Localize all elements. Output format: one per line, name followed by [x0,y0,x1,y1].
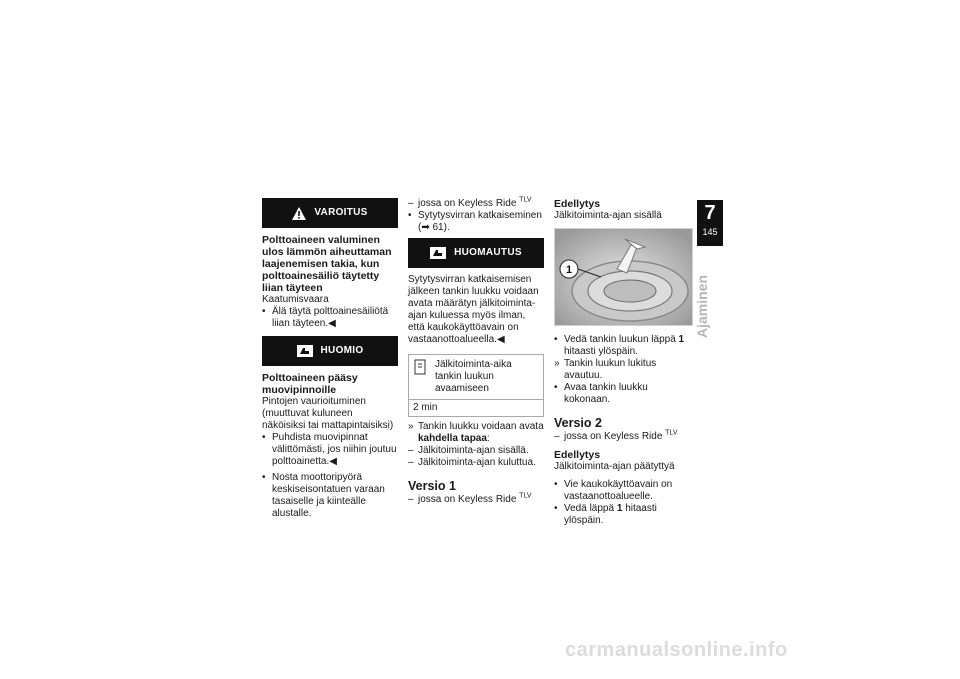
chapter-number: 7 [704,202,716,224]
precondition-text: Jälkitoiminta-ajan sisällä [554,210,662,221]
notice-label: HUOMIO [320,345,364,356]
chapter-title: Ajaminen [694,274,710,338]
warning-triangle-icon [292,207,306,220]
warning-title: Polttoaineen valuminen ulos lämmön aiheuttaman laajenemisen takia, kun polttoainesäiliö täytetty liian täyteen [262,234,392,294]
list-item: – Jälkitoiminta-ajan sisällä. [408,445,544,457]
list-item: – jossa on Keyless Ride $^{TLV}$ [408,198,544,210]
steps2-list [554,479,692,527]
info-value: 2 min [409,399,543,416]
warning-bar [262,198,398,228]
fuel-cap-photo [554,228,693,326]
list-item: • Puhdista muovipinnat välittömästi, jos niihin joutuu polttoainetta.◀ [262,432,398,468]
list-item: – jossa on Keyless Ride $^{TLV}$ [554,431,692,443]
precondition2-text: Jälkitoiminta-ajan päätyttyä [554,461,675,472]
version1-title: Versio 1 [408,479,456,493]
chapter-tab [697,200,723,246]
notice-title: Polttoaineen pääsy muovipinnoille [262,372,358,396]
column-2 [408,198,544,506]
column-3 [554,198,692,527]
hand-icon [430,247,446,259]
watermark: carmanualsonline.info [565,639,788,661]
warning-list [262,306,398,330]
list-item: • Sytytysvirran katkaiseminen (➡ 61). [408,210,544,234]
list-item: • Vedä läppä 1 hitaasti ylöspäin. [554,503,692,527]
list-item: » Tankin luukku voidaan avata kahdella tapaa: [408,421,544,445]
list-item: • Nosta moottoripyörä keskiseisontatuen varaan tasaiselle ja kiinteälle alustalle. [262,472,398,520]
info-text: Jälkitoiminta-aika tankin luukun avaamiseen [435,359,512,394]
list-item: • Avaa tankin luukku kokonaan. [554,382,692,406]
list-item: • Vedä tankin luukun läppä 1 hitaasti ylöspäin. [554,334,692,358]
hand-icon [297,345,313,357]
list-item: – jossa on Keyless Ride $^{TLV}$ [408,494,544,506]
version1-list [408,494,544,506]
precondition2-title: Edellytys [554,449,601,461]
note-label: HUOMAUTUS [454,247,522,258]
notice-subtitle: Pintojen vaurioituminen (muuttuvat kuluneen näköisiksi tai mattapintaisiksi) [262,396,394,431]
version2-list [554,431,692,443]
callout-label: 1 [565,264,573,276]
clock-icon [413,359,435,395]
note-bar [408,238,544,268]
steps-list [554,334,692,406]
list-item: • Vie kaukokäyttöavain on vastaanottoalueelle. [554,479,692,503]
precondition-title: Edellytys [554,198,601,210]
warning-subtitle: Kaatumisvaara [262,294,329,305]
condition-list [408,198,544,234]
notice-list [262,432,398,520]
version2-title: Versio 2 [554,416,602,430]
note-text: Sytytysvirran katkaisemisen jälkeen tankin luukku voidaan avata määrätyn jälkitoiminta-ajan kuluessa myös ilman, että kaukokäyttöavain on vastaanottoalueella.◀ [408,274,539,345]
notice-bar [262,336,398,366]
list-item: – Jälkitoiminta-ajan kuluttua. [408,457,544,469]
list-item: • Älä täytä polttoainesäiliötä liian täyteen.◀ [262,306,398,330]
info-box [408,354,544,417]
result-list [408,421,544,469]
column-1 [262,198,398,520]
page-number: 145 [702,227,718,237]
list-item: » Tankin luukun lukitus avautuu. [554,358,692,382]
warning-label: VAROITUS [314,207,368,218]
